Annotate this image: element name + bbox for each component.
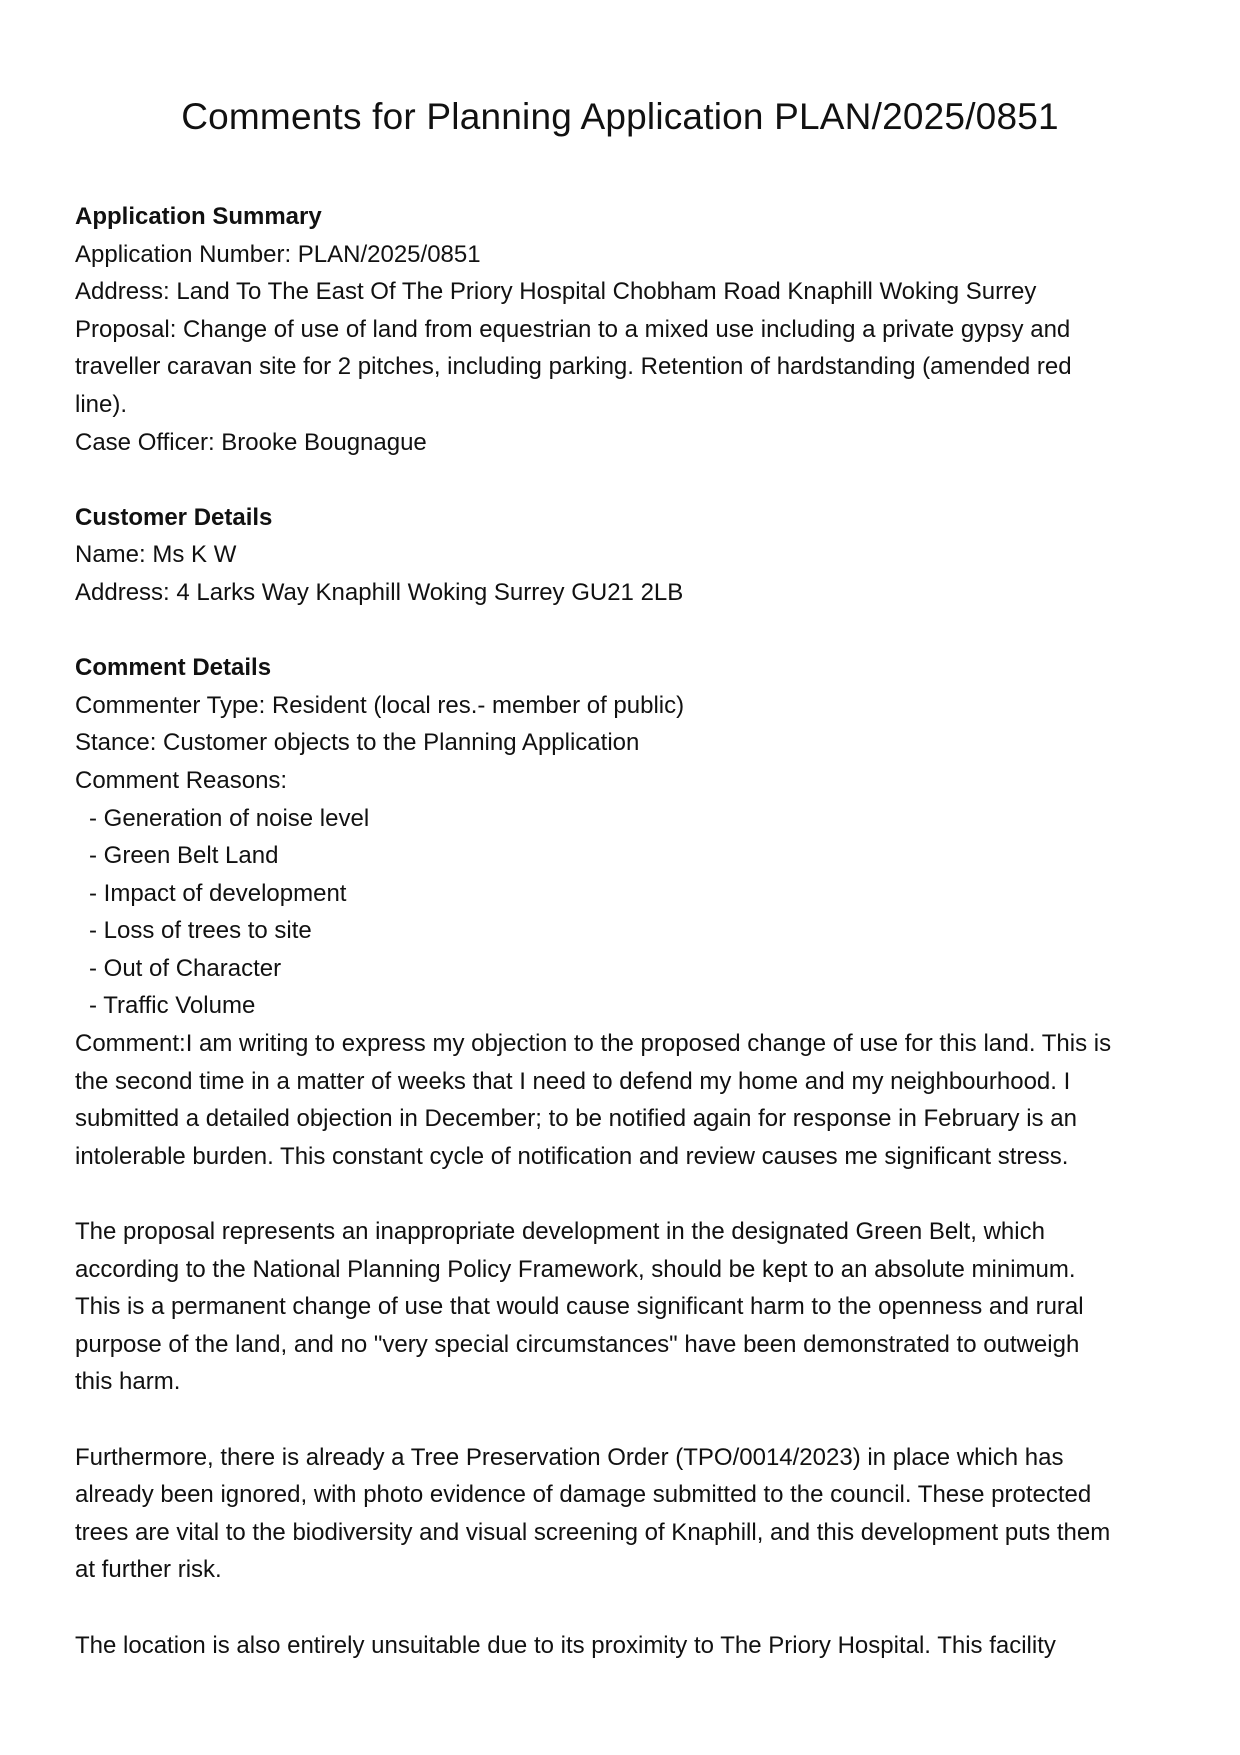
application-summary-heading: Application Summary (75, 203, 322, 230)
comment-reason-item: - Loss of trees to site (89, 917, 312, 945)
comment-line: The location is also entirely unsuitable due to its proximity to The Priory Hospital. This facility (75, 1631, 1056, 1659)
comment-line: according to the National Planning Policy Framework, should be kept to an absolute minimum. (75, 1255, 1076, 1283)
proposal-line: Proposal: Change of use of land from equestrian to a mixed use including a private gypsy and (75, 315, 1071, 343)
comment-line: at further risk. (75, 1556, 222, 1584)
comment-reasons-list (75, 800, 1175, 1026)
spacer (75, 461, 1175, 499)
spacer (75, 1589, 1175, 1627)
spacer (75, 1401, 1175, 1439)
comment-reasons-label: Comment Reasons: (75, 766, 288, 794)
comment-line: Furthermore, there is already a Tree Preservation Order (TPO/0014/2023) in place which has (75, 1443, 1064, 1471)
comment-paragraph (75, 1439, 1175, 1589)
customer-details-section (75, 499, 1175, 612)
comment-details-heading: Comment Details (75, 654, 272, 682)
comment-line: intolerable burden. This constant cycle of notification and review causes me significant stress. (75, 1142, 1069, 1170)
customer-name: Name: Ms K W (75, 541, 237, 569)
spacer (75, 1175, 1175, 1213)
comment-paragraph (75, 1627, 1175, 1665)
comment-reason-item: - Impact of development (89, 879, 347, 907)
comment-line: This is a permanent change of use that would cause significant harm to the openness and rural (75, 1293, 1084, 1321)
application-address: Address: Land To The East Of The Priory Hospital Chobham Road Knaphill Woking Surrey (75, 278, 1037, 306)
comment-line: the second time in a matter of weeks that I need to defend my home and my neighbourhood. I (75, 1067, 1071, 1095)
stance: Stance: Customer objects to the Planning Application (75, 729, 640, 757)
commenter-type: Commenter Type: Resident (local res.- member of public) (75, 691, 685, 719)
proposal-line: line). (75, 390, 128, 418)
comment-reason-item: - Green Belt Land (89, 842, 279, 870)
application-number: Application Number: PLAN/2025/0851 (75, 240, 481, 268)
comment-line: purpose of the land, and no "very special circumstances" have been demonstrated to outweigh (75, 1330, 1080, 1358)
proposal-line: traveller caravan site for 2 pitches, including parking. Retention of hardstanding (amended red (75, 353, 1072, 381)
document-content (75, 198, 1175, 1664)
comment-line: this harm. (75, 1368, 181, 1396)
comment-reason-item: - Out of Character (89, 954, 282, 982)
spacer (75, 612, 1175, 650)
customer-address: Address: 4 Larks Way Knaphill Woking Surrey GU21 2LB (75, 578, 684, 606)
comment-line: The proposal represents an inappropriate development in the designated Green Belt, which (75, 1218, 1045, 1246)
comment-line: trees are vital to the biodiversity and visual screening of Knaphill, and this development puts them (75, 1518, 1111, 1546)
comment-paragraph (75, 1213, 1175, 1401)
comment-details-section (75, 649, 1175, 1664)
application-summary-section (75, 198, 1175, 461)
comment-line: Comment:I am writing to express my objection to the proposed change of use for this land. This is (75, 1030, 1112, 1058)
page-title: Comments for Planning Application PLAN/2025/0851 (181, 96, 1059, 137)
comment-reason-item: - Traffic Volume (89, 992, 256, 1020)
comment-paragraph (75, 1025, 1175, 1175)
customer-details-heading: Customer Details (75, 503, 273, 531)
comment-line: already been ignored, with photo evidence of damage submitted to the council. These protected (75, 1481, 1092, 1509)
case-officer: Case Officer: Brooke Bougnague (75, 428, 427, 456)
comment-reason-item: - Generation of noise level (89, 804, 370, 832)
comment-line: submitted a detailed objection in December; to be notified again for response in February is an (75, 1105, 1077, 1133)
